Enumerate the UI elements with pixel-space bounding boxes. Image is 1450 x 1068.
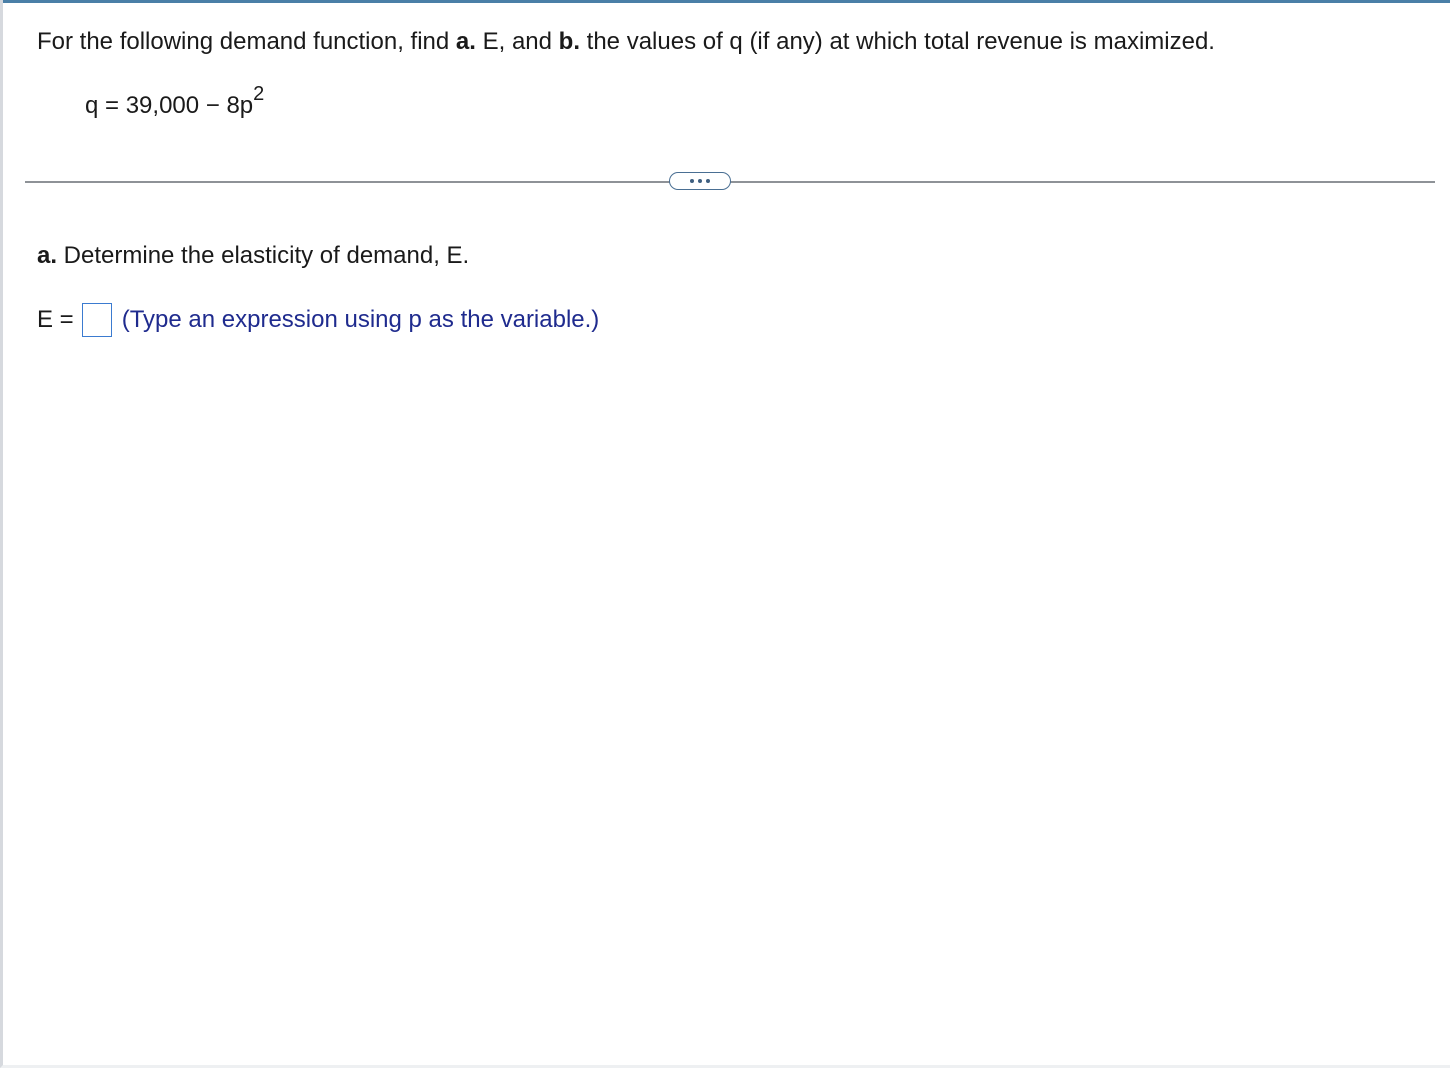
question-part-b-marker: b. — [558, 28, 580, 55]
answer-input[interactable] — [82, 303, 112, 337]
answer-hint: (Type an expression using p as the variable.) — [121, 306, 600, 333]
ellipsis-icon — [706, 179, 710, 183]
ellipsis-icon — [690, 179, 694, 183]
question-part-a-marker: a. — [455, 28, 476, 55]
part-a-marker: a. — [37, 242, 58, 269]
part-a-text: Determine the elasticity of demand, E. — [57, 242, 470, 269]
question-mid: E, and — [475, 28, 559, 55]
answer-label: E = — [37, 306, 74, 333]
part-a-prompt — [37, 240, 469, 272]
question-suffix: the values of q (if any) at which total revenue is maximized. — [580, 28, 1215, 55]
more-button[interactable] — [669, 172, 731, 190]
answer-row — [37, 302, 599, 338]
question-text — [37, 26, 1215, 58]
demand-equation — [85, 83, 265, 124]
top-border — [3, 0, 1450, 3]
question-prefix: For the following demand function, find — [37, 28, 456, 55]
equation-exponent: 2 — [253, 83, 265, 105]
ellipsis-icon — [698, 179, 702, 183]
equation-base: q = 39,000 − 8p — [85, 92, 254, 119]
